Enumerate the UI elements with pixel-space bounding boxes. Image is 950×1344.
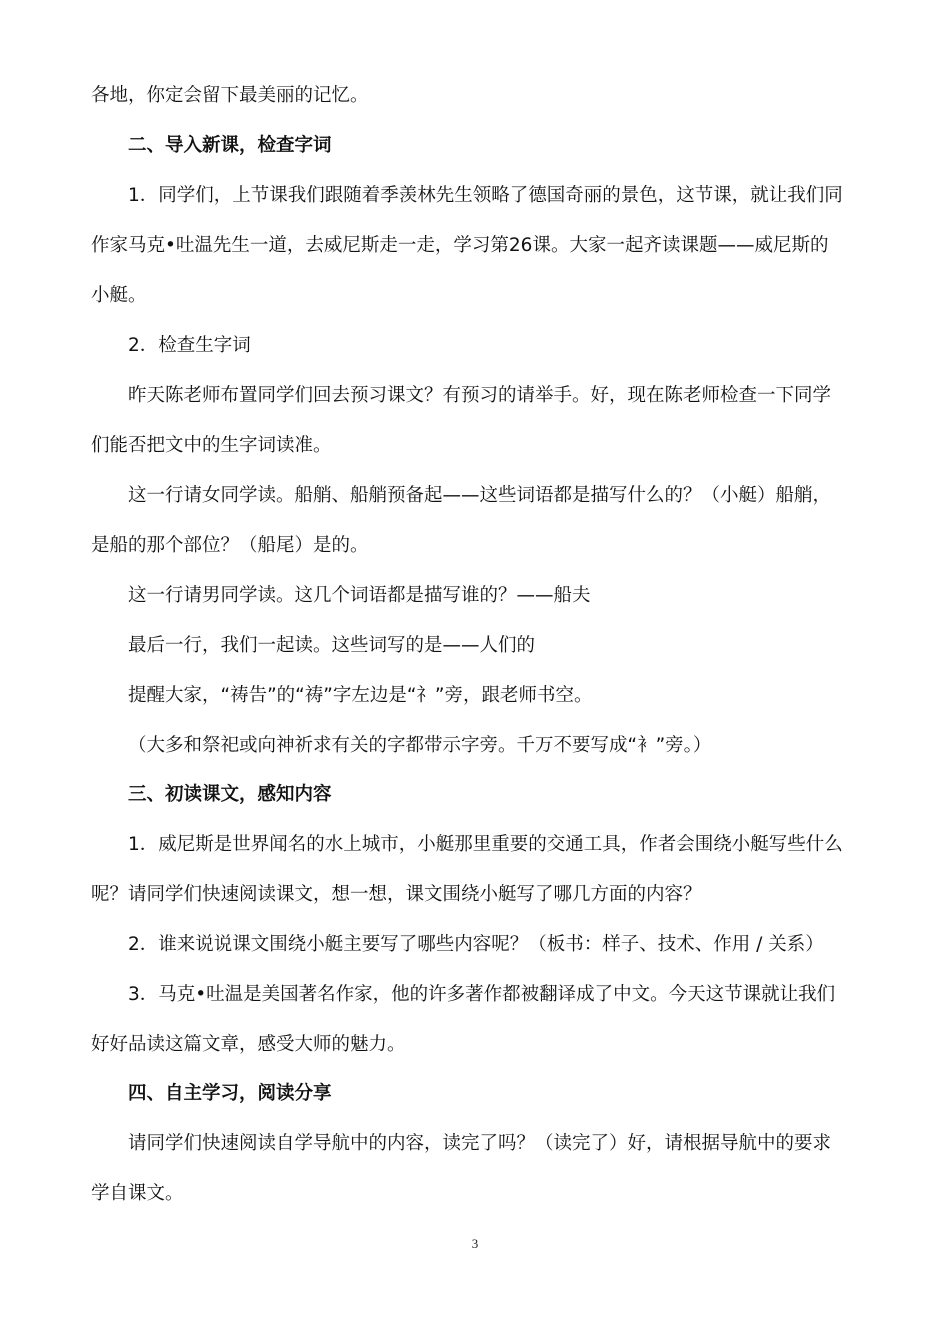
- paragraph-line: 1．同学们，上节课我们跟随着季羡林先生领略了德国奇丽的景色，这节课，就让我们同: [128, 185, 843, 206]
- section-heading: 二、导入新课，检查字词: [128, 135, 332, 156]
- paragraph-line: 这一行请男同学读。这几个词语都是描写谁的？——船夫: [128, 585, 591, 606]
- paragraph-line: （大多和祭祀或向神祈求有关的字都带示字旁。千万不要写成“衤”旁。）: [128, 735, 712, 756]
- paragraph-line: 这一行请女同学读。船艄、船艄预备起——这些词语都是描写什么的？（小艇）船艄，: [128, 485, 832, 506]
- paragraph-line: 请同学们快速阅读自学导航中的内容，读完了吗？（读完了）好，请根据导航中的要求: [128, 1133, 832, 1154]
- paragraph-line: 学自课文。: [91, 1183, 184, 1204]
- paragraph-line: 2．检查生字词: [128, 335, 251, 356]
- paragraph-line: 小艇。: [91, 285, 147, 306]
- page-number: 3: [471, 1236, 479, 1251]
- paragraph-line: 们能否把文中的生字词读准。: [91, 435, 332, 456]
- paragraph-line: 昨天陈老师布置同学们回去预习课文？有预习的请举手。好，现在陈老师检查一下同学: [128, 385, 832, 406]
- paragraph-line: 是船的那个部位？（船尾）是的。: [91, 535, 369, 556]
- paragraph-line: 2．谁来说说课文围绕小艇主要写了哪些内容呢？（板书：样子、技术、作用 / 关系）: [128, 934, 824, 955]
- paragraph-line: 呢？请同学们快速阅读课文，想一想，课文围绕小艇写了哪几方面的内容？: [91, 884, 702, 905]
- paragraph-line: 作家马克•吐温先生一道，去威尼斯走一走，学习第26课。大家一起齐读课题——威尼斯的: [91, 235, 829, 256]
- paragraph-line: 好好品读这篇文章，感受大师的魅力。: [91, 1034, 406, 1055]
- paragraph-line: 1．威尼斯是世界闻名的水上城市，小艇那里重要的交通工具，作者会围绕小艇写些什么: [128, 834, 843, 855]
- paragraph-line: 各地，你定会留下最美丽的记忆。: [91, 85, 369, 106]
- paragraph-line: 最后一行，我们一起读。这些词写的是——人们的: [128, 635, 536, 656]
- section-heading: 四、自主学习，阅读分享: [128, 1083, 332, 1104]
- paragraph-line: 3．马克•吐温是美国著名作家，他的许多著作都被翻译成了中文。今天这节课就让我们: [128, 984, 836, 1005]
- paragraph-line: 提醒大家，“祷告”的“祷”字左边是“礻”旁，跟老师书空。: [128, 685, 593, 706]
- section-heading: 三、初读课文，感知内容: [128, 784, 332, 805]
